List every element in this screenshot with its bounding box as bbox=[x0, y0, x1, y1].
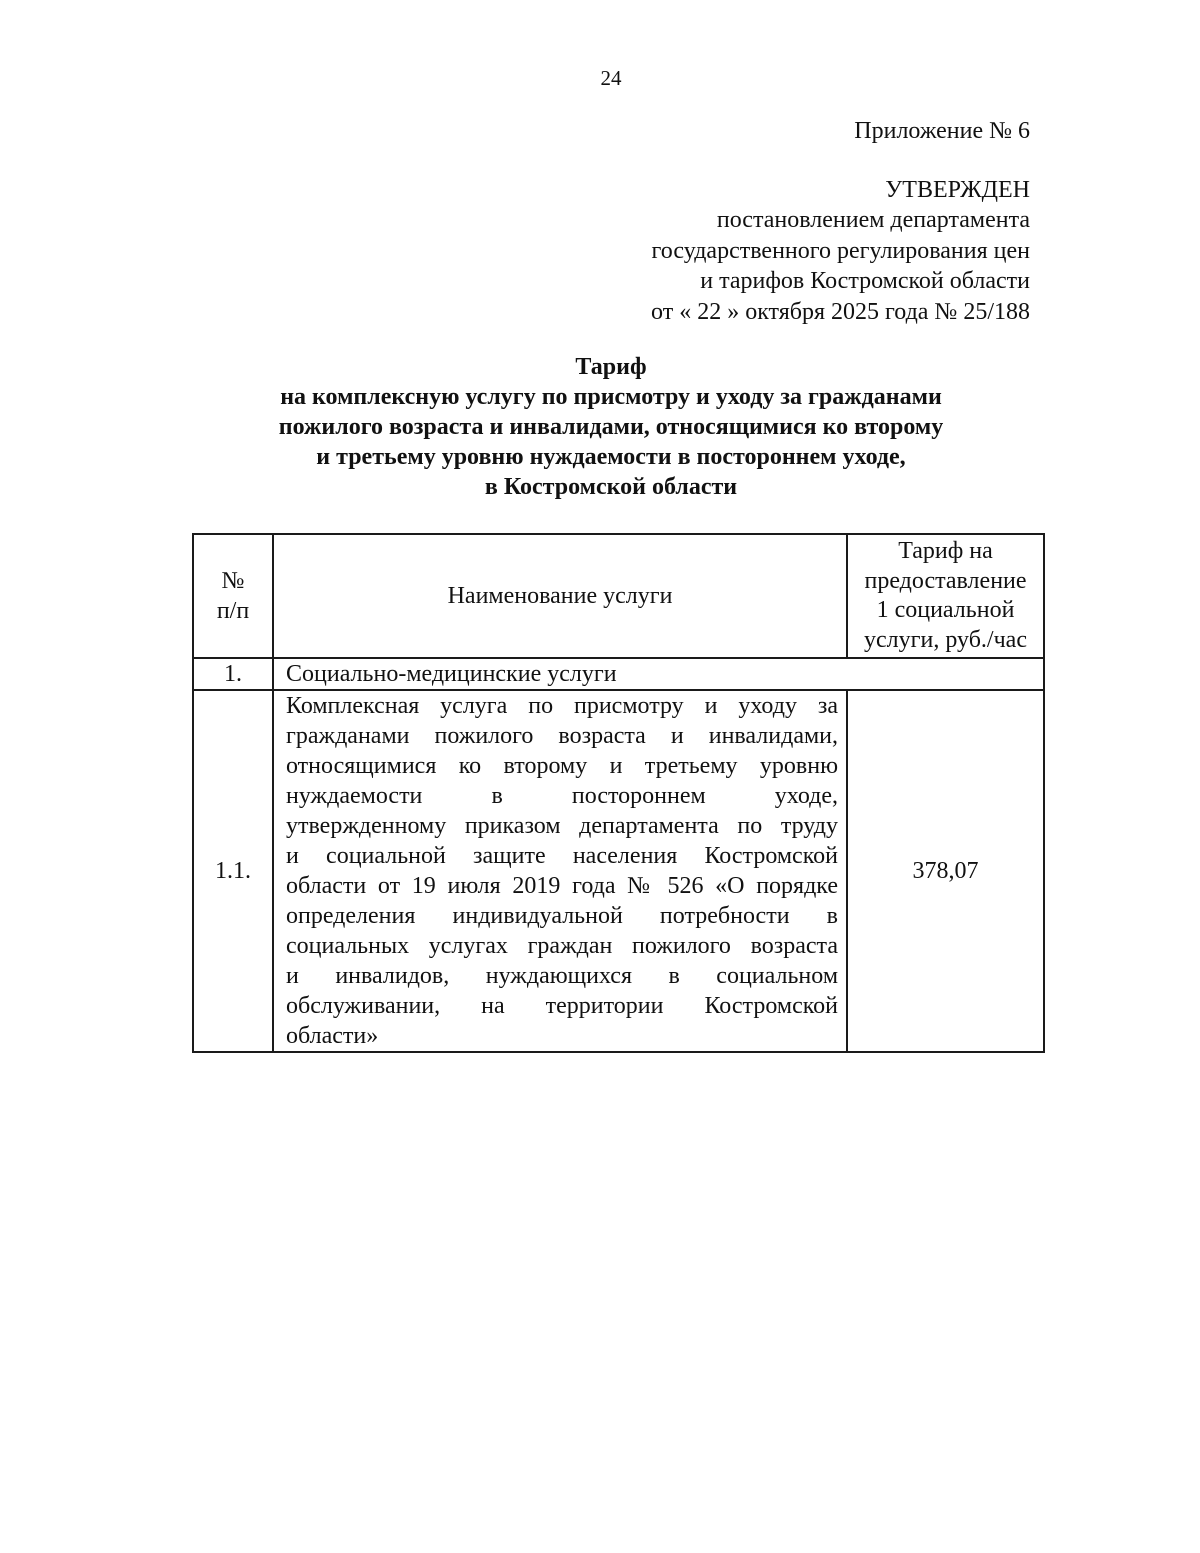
title-line-3: и третьему уровню нуждаемости в постороннем уходе, bbox=[316, 444, 906, 470]
service-line-10: и инвалидов, нуждающихся в социальном bbox=[286, 963, 838, 989]
section-num: 1. bbox=[193, 658, 273, 690]
header-tariff-line-4: услуги, руб./час bbox=[864, 626, 1027, 653]
service-num: 1.1. bbox=[193, 690, 273, 1052]
service-description bbox=[273, 690, 847, 1052]
service-line-3: относящимися ко второму и третьему уровню bbox=[286, 753, 838, 779]
service-line-6: и социальной защите населения Костромской bbox=[286, 843, 838, 869]
page-number: 24 bbox=[600, 66, 622, 90]
header-tariff-line-2: предоставление bbox=[864, 567, 1027, 594]
approval-line-3: и тарифов Костромской области bbox=[700, 268, 1030, 294]
header-num bbox=[193, 534, 273, 658]
service-line-1: Комплексная услуга по присмотру и уходу за bbox=[286, 693, 838, 719]
approval-line-1: постановлением департамента bbox=[716, 207, 1030, 233]
header-tariff bbox=[847, 534, 1044, 658]
header-name: Наименование услуги bbox=[273, 534, 847, 658]
table-row-service bbox=[193, 690, 1044, 1052]
approval-line-2: государственного регулирования цен bbox=[651, 237, 1030, 264]
table-row-section bbox=[193, 658, 1044, 690]
service-line-11: обслуживании, на территории Костромской bbox=[286, 993, 838, 1019]
document-title bbox=[0, 352, 1200, 502]
section-name: Социально-медицинские услуги bbox=[273, 658, 1044, 690]
service-line-7: области от 19 июля 2019 года № 526 «О порядке bbox=[286, 873, 838, 899]
service-tariff: 378,07 bbox=[847, 690, 1044, 1052]
service-line-9: социальных услугах граждан пожилого возраста bbox=[286, 933, 838, 959]
header-num-line-1: № bbox=[221, 568, 245, 594]
table-header-row bbox=[193, 534, 1044, 658]
title-line-1: на комплексную услугу по присмотру и уходу за гражданами bbox=[280, 384, 942, 410]
service-line-8: определения индивидуальной потребности в bbox=[286, 903, 838, 929]
service-line-4: нуждаемости в постороннем уходе, bbox=[286, 783, 838, 809]
header-tariff-line-1: Тариф на bbox=[898, 538, 993, 564]
title-heading: Тариф bbox=[575, 354, 647, 380]
annex-label: Приложение № 6 bbox=[854, 118, 1030, 144]
tariff-table bbox=[192, 533, 1045, 1053]
approval-block bbox=[651, 116, 1030, 327]
header-num-line-2: п/п bbox=[216, 598, 250, 624]
service-line-12: области» bbox=[286, 1023, 379, 1049]
title-line-2: пожилого возраста и инвалидами, относящимися ко второму bbox=[278, 414, 944, 440]
service-line-2: гражданами пожилого возраста и инвалидами, bbox=[286, 723, 838, 749]
service-line-5: утвержденному приказом департамента по труду bbox=[286, 813, 838, 839]
header-tariff-line-3: 1 социальной bbox=[876, 597, 1015, 623]
approval-line-4: от « 22 » октября 2025 года № 25/188 bbox=[651, 298, 1030, 325]
title-line-4: в Костромской области bbox=[484, 474, 738, 500]
approved-label: УТВЕРЖДЕН bbox=[885, 176, 1030, 203]
